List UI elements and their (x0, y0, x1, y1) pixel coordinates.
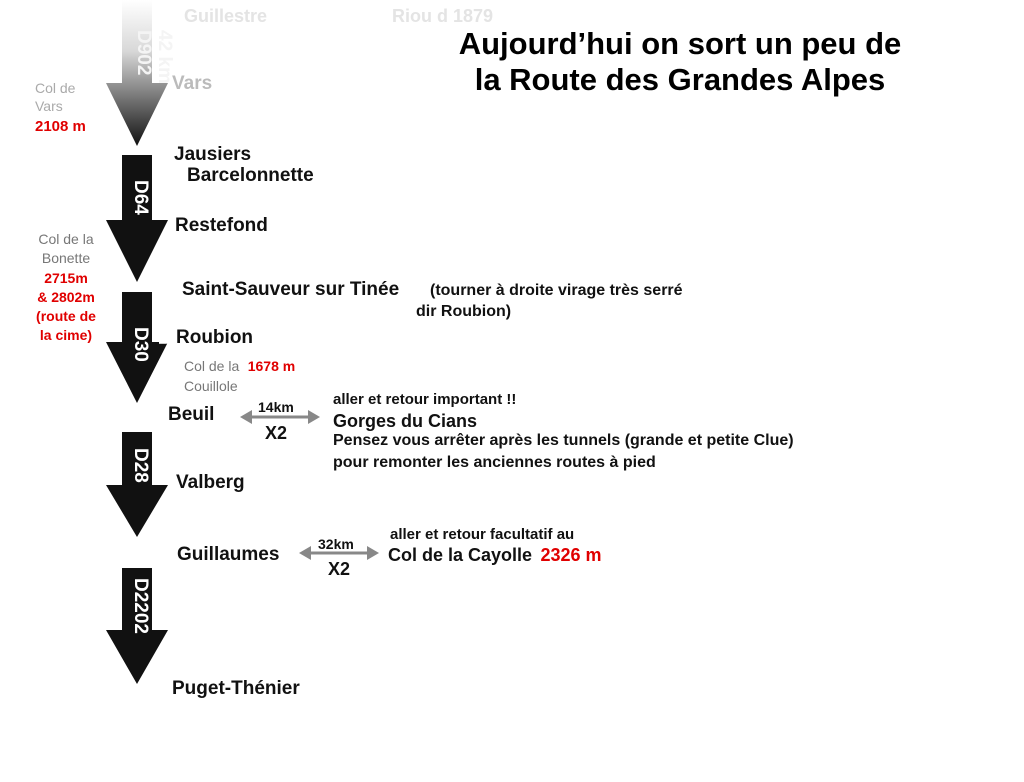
segment-distance-d902: 42 km (154, 30, 175, 84)
place-saint-sauveur: Saint-Sauveur sur Tinée (182, 279, 400, 300)
col-vars-altitude: 2108 m (35, 118, 86, 135)
segment-road-d2202: D2202 (130, 578, 151, 634)
col-bonette-alt2: & 2802m (37, 289, 95, 305)
segment-road-d28: D28 (130, 448, 151, 483)
faded-top-right: Riou d 1879 (392, 6, 494, 26)
place-barcelonnette: Barcelonnette (187, 165, 314, 186)
col-couillole-altitude: 1678 m (247, 358, 296, 374)
segment-distance-d30: 24 km (154, 291, 175, 345)
place-valberg: Valberg (176, 472, 245, 493)
title-line-2: la Route des Grandes Alpes (474, 62, 886, 97)
cians-line1: Pensez vous arrêter après les tunnels (grande et petite Clue) (333, 432, 794, 449)
tinee-note-line2: dir Roubion) (416, 303, 512, 320)
segment-road-d64: D64 (130, 180, 151, 215)
faded-top-left: Guillestre (184, 6, 268, 26)
col-bonette-line1: Col de la (38, 231, 94, 247)
segment-road-d30: D30 (130, 327, 151, 362)
detour-cians-multiplier: X2 (265, 423, 288, 443)
place-roubion: Roubion (176, 327, 254, 348)
cians-title: Gorges du Cians (333, 411, 478, 431)
col-vars-line1: Col de (35, 80, 76, 96)
cians-header: aller et retour important !! (333, 391, 517, 408)
col-bonette-alt3: (route de (36, 308, 96, 324)
place-guillaumes: Guillaumes (177, 544, 280, 565)
col-bonette-alt4: la cime) (39, 327, 93, 343)
page-title (360, 26, 1000, 98)
segment-road-d902: D902 (133, 30, 154, 76)
detour-cayolle-multiplier: X2 (328, 559, 351, 579)
col-bonette-alt1: 2715m (44, 270, 88, 286)
place-restefond: Restefond (175, 215, 268, 236)
col-vars (35, 78, 86, 136)
cayolle-title-row (388, 545, 602, 566)
tinee-note-line1: (tourner à droite virage très serré (430, 282, 683, 299)
place-vars: Vars (172, 73, 213, 94)
col-vars-line2: Vars (35, 98, 63, 114)
cayolle-header: aller et retour facultatif au (390, 526, 575, 543)
segment-distance-d28: 20 km (154, 428, 175, 482)
segment-distance-d64: 76 km (154, 158, 175, 212)
place-beuil: Beuil (168, 404, 215, 425)
detour-cayolle-distance: 32km (318, 536, 354, 552)
col-couillole-line2: Couillole (184, 378, 238, 394)
cians-line2: pour remonter les anciennes routes à pied (333, 454, 656, 471)
detour-cians-distance: 14km (258, 399, 294, 415)
title-line-1: Aujourd’hui on sort un peu de (458, 26, 902, 61)
cayolle-altitude: 2326 m (540, 545, 602, 565)
place-puget-thenier: Puget-Thénier (172, 678, 300, 699)
segment-distance-d2202: 32 km (154, 568, 175, 622)
cayolle-title: Col de la Cayolle (388, 545, 533, 565)
col-couillole-line1: Col de la (184, 358, 240, 374)
col-couillole (184, 356, 295, 397)
place-jausiers: Jausiers (174, 144, 252, 165)
col-bonette-line2: Bonette (41, 250, 91, 266)
col-bonette (28, 229, 104, 345)
